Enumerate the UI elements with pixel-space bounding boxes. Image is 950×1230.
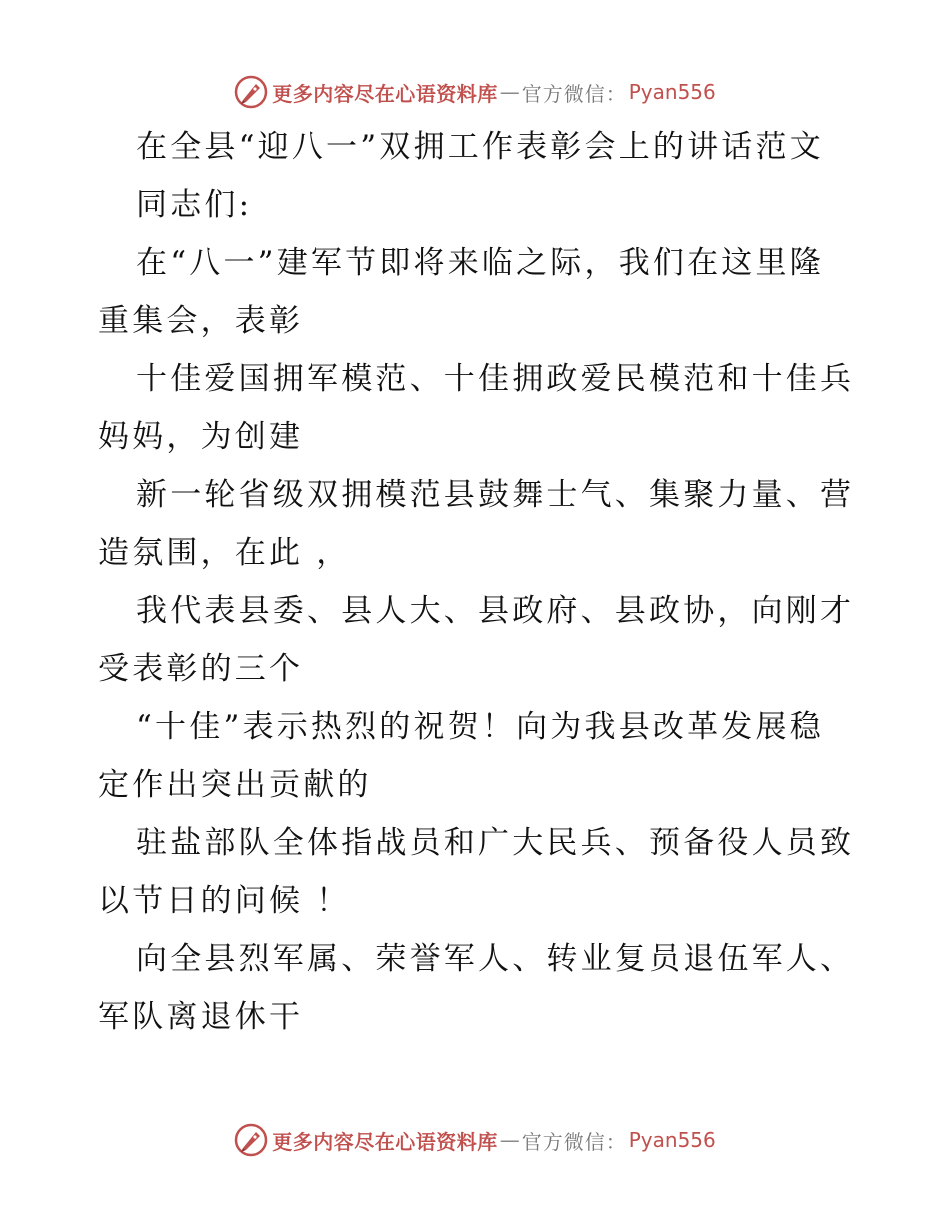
wechat-id: Pyan556 bbox=[628, 1128, 716, 1152]
text-line: 向全县烈军属、荣誉军人、转业复员退伍军人、 bbox=[136, 941, 855, 977]
wechat-id: Pyan556 bbox=[628, 80, 716, 104]
text-line: 在“八一”建军节即将来临之际，我们在这里隆 bbox=[136, 245, 824, 281]
text-line: 造氛围，在此 ， bbox=[98, 535, 351, 571]
pen-nib-logo-icon bbox=[234, 75, 268, 109]
promo-text: 更多内容尽在心语资料库 bbox=[272, 1129, 498, 1154]
text-line: 同志们: bbox=[136, 187, 253, 223]
document-body bbox=[98, 118, 858, 1046]
header-banner bbox=[0, 72, 950, 112]
text-line: 妈妈，为创建 bbox=[98, 419, 304, 455]
banner-dash: — bbox=[499, 1128, 520, 1152]
document-title: 在全县“迎八一”双拥工作表彰会上的讲话范文 bbox=[136, 129, 824, 165]
text-line: 十佳爱国拥军模范、十佳拥政爱民模范和十佳兵 bbox=[136, 361, 855, 397]
text-line: 驻盐部队全体指战员和广大民兵、预备役人员致 bbox=[136, 825, 855, 861]
text-line: 以节日的问候 ！ bbox=[98, 883, 351, 919]
banner-dash: — bbox=[499, 80, 520, 104]
text-line: 新一轮省级双拥模范县鼓舞士气、集聚力量、营 bbox=[136, 477, 855, 513]
text-line: 我代表县委、县人大、县政府、县政协，向刚才 bbox=[136, 593, 855, 629]
pen-nib-logo-icon bbox=[234, 1123, 268, 1157]
footer-banner bbox=[0, 1120, 950, 1160]
promo-text: 更多内容尽在心语资料库 bbox=[272, 81, 498, 106]
text-line: 军队离退休干 bbox=[98, 999, 304, 1035]
text-line: 受表彰的三个 bbox=[98, 651, 304, 687]
text-line: 定作出突出贡献的 bbox=[98, 767, 372, 803]
wechat-label: 官方微信： bbox=[521, 1129, 627, 1154]
wechat-label: 官方微信： bbox=[521, 81, 627, 106]
text-line: 重集会，表彰 bbox=[98, 303, 304, 339]
text-line: “十佳”表示热烈的祝贺！向为我县改革发展稳 bbox=[136, 709, 824, 745]
